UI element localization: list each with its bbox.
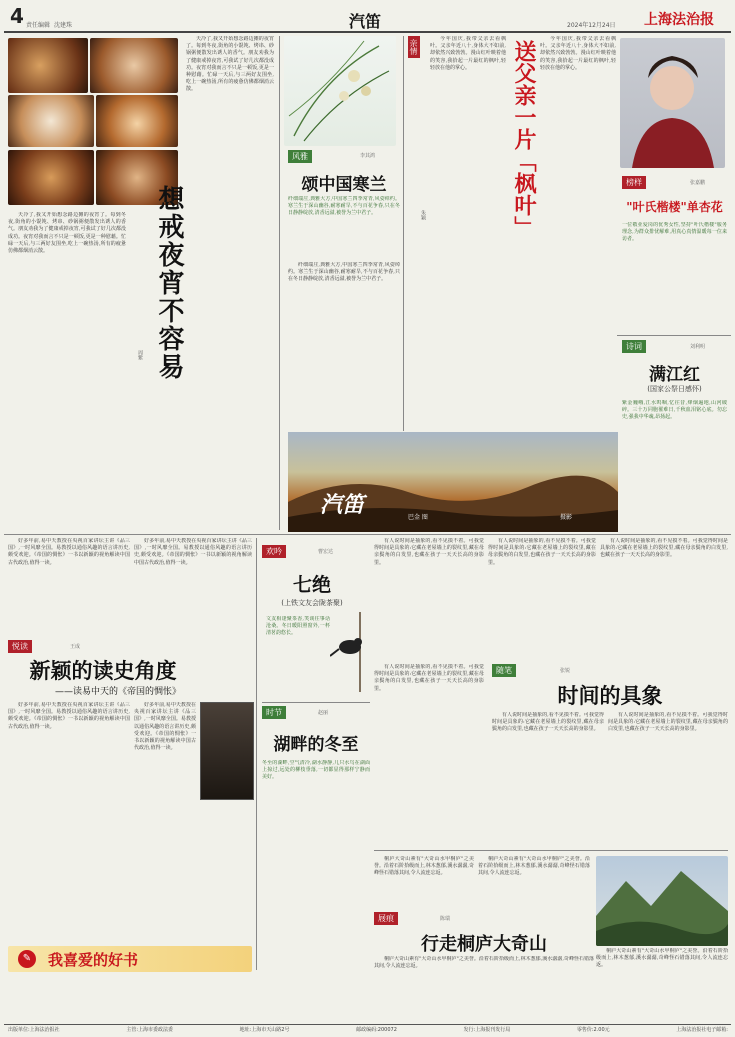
article-a8-body: 冬至的湖畔,空气清冷,湖水静静,几只水鸟在湖面上掠过,远处的柳枝垂落,一切都显得那样宁静而美好。 xyxy=(262,760,370,781)
footer-item: 出版单位:上海法治报社 xyxy=(8,1027,60,1033)
article-a9-tag: 随笔 xyxy=(492,664,516,677)
article-a6-title: 新颖的读史角度 xyxy=(29,658,177,683)
mountain-photo xyxy=(596,856,728,946)
food-photo-4 xyxy=(96,95,178,147)
article-a1-author: 周紫 xyxy=(137,350,143,360)
article-a6-tag: 悦读 xyxy=(8,640,32,653)
article-a6-author: 王成 xyxy=(70,644,81,650)
article-a7-poem: 文友相逢聚茶香,笑谈往事话沧桑。冬日暖阳照窗外,一杯清茗韵悠长。 xyxy=(266,616,330,637)
divider-a2 xyxy=(403,36,404,431)
divider-lower-1 xyxy=(256,538,257,970)
article-a9-title: 时间的具象 xyxy=(557,683,663,708)
food-photo-1 xyxy=(8,38,88,93)
footer xyxy=(8,1026,728,1036)
footer-item: 零售价:2.00元 xyxy=(576,1027,610,1033)
masthead-divider xyxy=(4,31,731,33)
article-a4-tag: 榜样 xyxy=(622,176,646,189)
article-a6-intro: 好多年前,易中天教授在央视百家讲坛主讲《品三国》,一时风靡全国。易教授以通俗风趣的语言讲历史,颇受欢迎。《帝国的惆怅》一书以新颖的视角解读中国古代政治,值得一读。 xyxy=(8,538,130,566)
article-a10-body: 桐庐大奇山素有"大奇山水甲桐庐"之美誉。沿着石阶拾级而上,林木葱郁,溪水潺潺,奇峰怪石错落其间,令人流连忘返。 xyxy=(478,856,590,877)
article-a3-tag: 亲情 xyxy=(408,36,420,58)
article-a6-subtitle: ——读易中天的《帝国的惆怅》 xyxy=(54,687,181,697)
book-cover xyxy=(200,702,254,800)
feature-banner-title: 汽笛 xyxy=(320,492,365,518)
article-a4-author: 张嘉鹏 xyxy=(690,180,706,186)
article-a6-body-2: 好多年前,易中天教授在央视百家讲坛主讲《品三国》,一时风靡全国。易教授以通俗风趣的语言讲历史,颇受欢迎。《帝国的惆怅》一书以新颖的视角解读中国古代政治,值得一读。 xyxy=(134,702,196,752)
article-a9-body-top-3: 有人说时间是抽象的,看不见摸不着。可我觉得时间是具象的:它藏在老屋墙上的裂纹里,藏在母亲鬓角的白发里,也藏在孩子一天天长高的身影里。 xyxy=(600,538,728,559)
banner-text: 我喜爱的好书 xyxy=(48,951,139,969)
article-a1-body-col2: 天冷了,我又开始想念路边摊的夜宵了。每到冬夜,街角的小馄饨、烤串、砂锅粥便散发出诱人的香气。朋友劝我为了健康戒掉夜宵,可我试了好几次都没成功。夜宵对我而言不只是一顿饭,更是一种慰藉。忙碌一天后,与三两好友围坐,吃上一碗热汤,所有的疲惫仿佛都烟消云散。 xyxy=(186,36,274,93)
article-a8-tag: 时节 xyxy=(262,706,286,719)
article-a10-body-2: 桐庐大奇山素有"大奇山水甲桐庐"之美誉。沿着石阶拾级而上,林木葱郁,溪水潺潺,奇峰怪石错落其间,令人流连忘返。 xyxy=(374,956,594,970)
article-a10-author: 陈瑞 xyxy=(440,916,451,922)
footer-item: 发行:上海报刊发行局 xyxy=(463,1027,511,1033)
article-a5-author: 刘利明 xyxy=(690,344,706,350)
article-a8-title: 湖畔的冬至 xyxy=(273,735,359,755)
article-a3-body-1: 今年国庆,我带父亲去看枫叶。父亲年近八十,身体大不如前,却依然兴致勃勃。漫山红叶映着他的笑容,我拾起一片最红的枫叶,轻轻放在他的掌心。 xyxy=(430,36,506,71)
article-a9-body-top-2: 有人说时间是抽象的,看不见摸不着。可我觉得时间是具象的:它藏在老屋墙上的裂纹里,藏在母亲鬓角的白发里,也藏在孩子一天天长高的身影里。 xyxy=(488,538,596,566)
article-a1-body: 天冷了,我又开始想念路边摊的夜宵了。每到冬夜,街角的小馄饨、烤串、砂锅粥便散发出诱人的香气。朋友劝我为了健康戒掉夜宵,可我试了好几次都没成功。夜宵对我而言不只是一顿饭,更是一种慰藉。忙碌一天后,与三两好友围坐,吃上一碗热汤,所有的疲惫仿佛都烟消云散。 xyxy=(8,212,126,255)
article-a2-title: 颂中国寒兰 xyxy=(301,175,387,195)
article-a6-body: 好多年前,易中天教授在央视百家讲坛主讲《品三国》,一时风靡全国。易教授以通俗风趣的语言讲历史,颇受欢迎。《帝国的惆怅》一书以新颖的视角解读中国古代政治,值得一读。 xyxy=(8,702,130,730)
article-a2-body: 纤细端庄,典雅大方,中国寒兰四季常青,风姿绰约。寒兰生于深山幽谷,耐寒耐旱,不与百花争春,只在冬日静静绽放,清香远溢,被誉为兰中君子。 xyxy=(288,262,400,283)
article-a10-tag: 屐痕 xyxy=(374,912,398,925)
article-a2-intro: 纤细端庄,典雅大方,中国寒兰四季常青,风姿绰约。寒兰生于深山幽谷,耐寒耐旱,不与百花争春,只在冬日静静绽放,清香远溢,被誉为兰中君子。 xyxy=(288,196,400,217)
banner-my-favorite-book xyxy=(8,946,252,972)
article-a6-intro-2: 好多年前,易中天教授在央视百家讲坛主讲《品三国》,一时风靡全国。易教授以通俗风趣的语言讲历史,颇受欢迎。《帝国的惆怅》一书以新颖的视角解读中国古代政治,值得一读。 xyxy=(134,538,252,566)
article-a7-author: 曹宏达 xyxy=(318,549,334,555)
editor-label: 责任编辑 xyxy=(26,22,51,29)
feature-photo-credit: 摄影 xyxy=(560,514,573,521)
divider-a1 xyxy=(279,36,280,530)
article-a10-body-3: 桐庐大奇山素有"大奇山水甲桐庐"之美誉。沿着石阶拾级而上,林木葱郁,溪水潺潺,奇峰怪石错落其间,令人流连忘返。 xyxy=(596,948,728,969)
hanlan-photo xyxy=(284,36,396,146)
banner-icon: ✎ xyxy=(18,950,36,968)
footer-item: 地址:上海市天山路2号 xyxy=(239,1027,290,1033)
article-a3-author: 朱颖 xyxy=(420,210,426,220)
food-photo-5 xyxy=(8,150,94,205)
portrait-photo xyxy=(620,38,725,168)
article-a10-intro: 桐庐大奇山素有"大奇山水甲桐庐"之美誉。沿着石阶拾级而上,林木葱郁,溪水潺潺,奇峰怪石错落其间,令人流连忘返。 xyxy=(374,856,474,877)
paper-logo: 上海法治报 xyxy=(644,12,714,28)
footer-divider xyxy=(4,1024,731,1025)
section-divider xyxy=(4,534,731,535)
article-a5-body: 紫金巍峨,江水呜咽,忆往昔,烽烟遍地,山河破碎。三十万同胞罹难日,千秋血泪铭心底。勿忘史,强我中华魂,昂扬起。 xyxy=(622,400,727,421)
article-a8-author: 赵丽 xyxy=(318,710,329,716)
article-a2-tag: 风雅 xyxy=(288,150,312,163)
article-a3-title: 送父亲一片「枫叶」 xyxy=(511,40,537,238)
article-a1-title: 想戒夜宵不容易 xyxy=(154,185,184,381)
article-a10-title: 行走桐庐大奇山 xyxy=(421,934,547,955)
article-a7-tag: 欢吟 xyxy=(262,545,286,558)
article-a9-body-2: 有人说时间是抽象的,看不见摸不着。可我觉得时间是具象的:它藏在老屋墙上的裂纹里,藏在母亲鬓角的白发里,也藏在孩子一天天长高的身影里。 xyxy=(608,712,728,733)
article-a9-author: 张锐 xyxy=(560,668,571,674)
article-a5-tag: 诗词 xyxy=(622,340,646,353)
article-a3-body-2: 今年国庆,我带父亲去看枫叶。父亲年近八十,身体大不如前,却依然兴致勃勃。漫山红叶映着他的笑容,我拾起一片最红的枫叶,轻轻放在他的掌心。 xyxy=(540,36,616,71)
page-number: 4 xyxy=(10,4,24,28)
section-title: 汽笛 xyxy=(349,12,382,31)
footer-item: 上海法治报社电子邮箱: xyxy=(676,1027,728,1033)
footer-item: 邮政编码:200072 xyxy=(356,1027,397,1033)
divider-a4 xyxy=(617,335,731,336)
article-a7-title: 七绝 xyxy=(292,574,331,596)
article-a4-title: "叶氏楷楼"单杏花 xyxy=(626,200,723,214)
article-a9-body: 有人说时间是抽象的,看不见摸不着。可我觉得时间是具象的:它藏在老屋墙上的裂纹里,藏在母亲鬓角的白发里,也藏在孩子一天天长高的身影里。 xyxy=(492,712,604,733)
food-photo-3 xyxy=(8,95,94,147)
feature-banner-author: 巴金 图 xyxy=(408,514,428,521)
editor-name: 沈建珠 xyxy=(54,22,73,29)
article-a7-subtitle: (上铁文友会陇茶聚) xyxy=(281,599,343,607)
article-a9-body-left: 有人说时间是抽象的,看不见摸不着。可我觉得时间是具象的:它藏在老屋墙上的裂纹里,藏在母亲鬓角的白发里,也藏在孩子一天天长高的身影里。 xyxy=(374,664,484,692)
article-a2-author: 李其鸿 xyxy=(360,153,376,159)
article-a5-title: 满江红 xyxy=(649,365,700,385)
footer-item: 主管:上海市委政法委 xyxy=(126,1027,173,1033)
masthead xyxy=(4,4,731,30)
article-a4-body: 一位敬业爱岗的优秀女性,坚持"叶氏楷楼"服务理念,为群众排忧解难,用真心真情温暖每一位来访者。 xyxy=(622,222,727,243)
divider-a7 xyxy=(262,702,370,703)
bird-illustration xyxy=(330,612,368,692)
article-a5-subtitle: (国家公祭日感怀) xyxy=(647,385,702,393)
article-a9-body-top: 有人说时间是抽象的,看不见摸不着。可我觉得时间是具象的:它藏在老屋墙上的裂纹里,藏在母亲鬓角的白发里,也藏在孩子一天天长高的身影里。 xyxy=(374,538,484,566)
divider-a9 xyxy=(374,850,728,851)
food-photo-2 xyxy=(90,38,178,93)
issue-date: 2024年12月24日 xyxy=(567,22,616,29)
